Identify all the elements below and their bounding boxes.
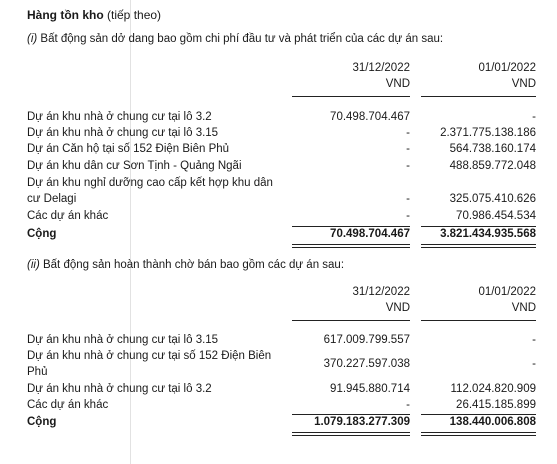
section2-row-v1: 91.945.880.714 xyxy=(330,383,410,395)
section2-col1-double-rule xyxy=(292,432,410,436)
section2-row-label: Dự án khu nhà ở chung cư tại lô 3.15 xyxy=(27,334,219,346)
section2-col1-header-rule xyxy=(292,320,410,321)
section1-col2-currency: VND xyxy=(511,78,536,90)
section1-row-label-line2: cư Delagi xyxy=(27,193,77,205)
section1-row-v1: - xyxy=(406,160,410,172)
section2-col1-currency: VND xyxy=(385,302,410,314)
section2-col1-date: 31/12/2022 xyxy=(352,286,410,298)
section1-row-label: Dự án khu nhà ở chung cư tại lô 3.2 xyxy=(27,111,212,123)
section1-total-v1: 70.498.704.467 xyxy=(330,228,410,240)
section2-col2-double-rule xyxy=(421,432,536,436)
section2-total-v2: 138.440.006.808 xyxy=(449,416,536,428)
section2-col2-header-rule xyxy=(421,320,536,321)
section2-col2-currency: VND xyxy=(511,302,536,314)
section2-row-v1: 617.009.799.557 xyxy=(323,334,410,346)
section1-col1-date: 31/12/2022 xyxy=(352,62,410,74)
section1-total-v2: 3.821.434.935.568 xyxy=(440,228,536,240)
section1-row-label-line1: Dự án khu nghỉ dưỡng cao cấp kết hợp khu dân xyxy=(27,177,273,189)
section-heading xyxy=(27,8,161,22)
section1-row-label: Dự án khu dân cư Sơn Tịnh - Quảng Ngãi xyxy=(27,160,242,172)
section2-marker: (ii) xyxy=(27,259,40,271)
section2-intro-text: Bất động sản hoàn thành chờ bán bao gồm các dự án sau: xyxy=(42,259,345,271)
section1-row-v1: - xyxy=(406,193,410,205)
section1-row-v2: 325.075.410.626 xyxy=(449,193,536,205)
section1-row-v2: 2.371.775.138.186 xyxy=(440,127,536,139)
section1-col1-double-rule xyxy=(292,244,410,248)
section2-col1-total-rule xyxy=(292,414,410,415)
section2-row-label: Các dự án khác xyxy=(27,399,109,411)
section1-intro xyxy=(27,33,443,45)
heading-suffix: (tiếp theo) xyxy=(107,8,162,22)
section2-col2-total-rule xyxy=(421,414,536,415)
section1-total-label: Cộng xyxy=(27,228,57,240)
section1-row-v2: 488.859.772.048 xyxy=(449,160,536,172)
section2-row-v1: 370.227.597.038 xyxy=(323,358,410,370)
section2-row-v1: - xyxy=(406,399,410,411)
section2-intro xyxy=(27,259,344,271)
section1-row-label: Dự án khu nhà ở chung cư tại lô 3.15 xyxy=(27,127,219,139)
section1-col1-currency: VND xyxy=(385,78,410,90)
section1-col1-header-rule xyxy=(292,96,410,97)
section1-row-v2: 564.738.160.174 xyxy=(449,143,536,155)
section1-row-label: Các dự án khác xyxy=(27,210,109,222)
section2-row-label-line1: Dự án khu nhà ở chung cư tại số 152 Điện Biên xyxy=(27,350,272,362)
section2-row-v2: 112.024.820.909 xyxy=(450,383,536,395)
section2-total-label: Cộng xyxy=(27,416,57,428)
section1-row-v1: - xyxy=(406,210,410,222)
section2-total-v1: 1.079.183.277.309 xyxy=(314,416,410,428)
section1-col1-total-rule xyxy=(292,226,410,227)
section1-row-label: Dự án Căn hộ tại số 152 Điện Biên Phủ xyxy=(27,143,230,155)
section2-row-v2: - xyxy=(532,358,536,370)
section1-col2-header-rule xyxy=(421,96,536,97)
section1-row-v1: - xyxy=(406,127,410,139)
section2-row-v2: 26.415.185.899 xyxy=(456,399,536,411)
section1-row-v1: - xyxy=(406,143,410,155)
section1-col2-double-rule xyxy=(421,244,536,248)
section1-col2-date: 01/01/2022 xyxy=(478,62,536,74)
heading-bold: Hàng tồn kho xyxy=(27,8,104,22)
section1-intro-text: Bất động sản dở dang bao gồm chi phí đầu tư và phát triển của các dự án sau: xyxy=(40,33,444,45)
section1-row-v1: 70.498.704.467 xyxy=(330,111,410,123)
section2-row-label-line2: Phủ xyxy=(27,366,48,378)
section1-row-v2: - xyxy=(532,111,536,123)
section2-col2-date: 01/01/2022 xyxy=(478,286,536,298)
section1-marker: (i) xyxy=(27,33,38,45)
section1-col2-total-rule xyxy=(421,226,536,227)
section2-row-v2: - xyxy=(532,334,536,346)
section2-row-label: Dự án khu nhà ở chung cư tại lô 3.2 xyxy=(27,383,212,395)
section1-row-v2: 70.986.454.534 xyxy=(456,210,536,222)
